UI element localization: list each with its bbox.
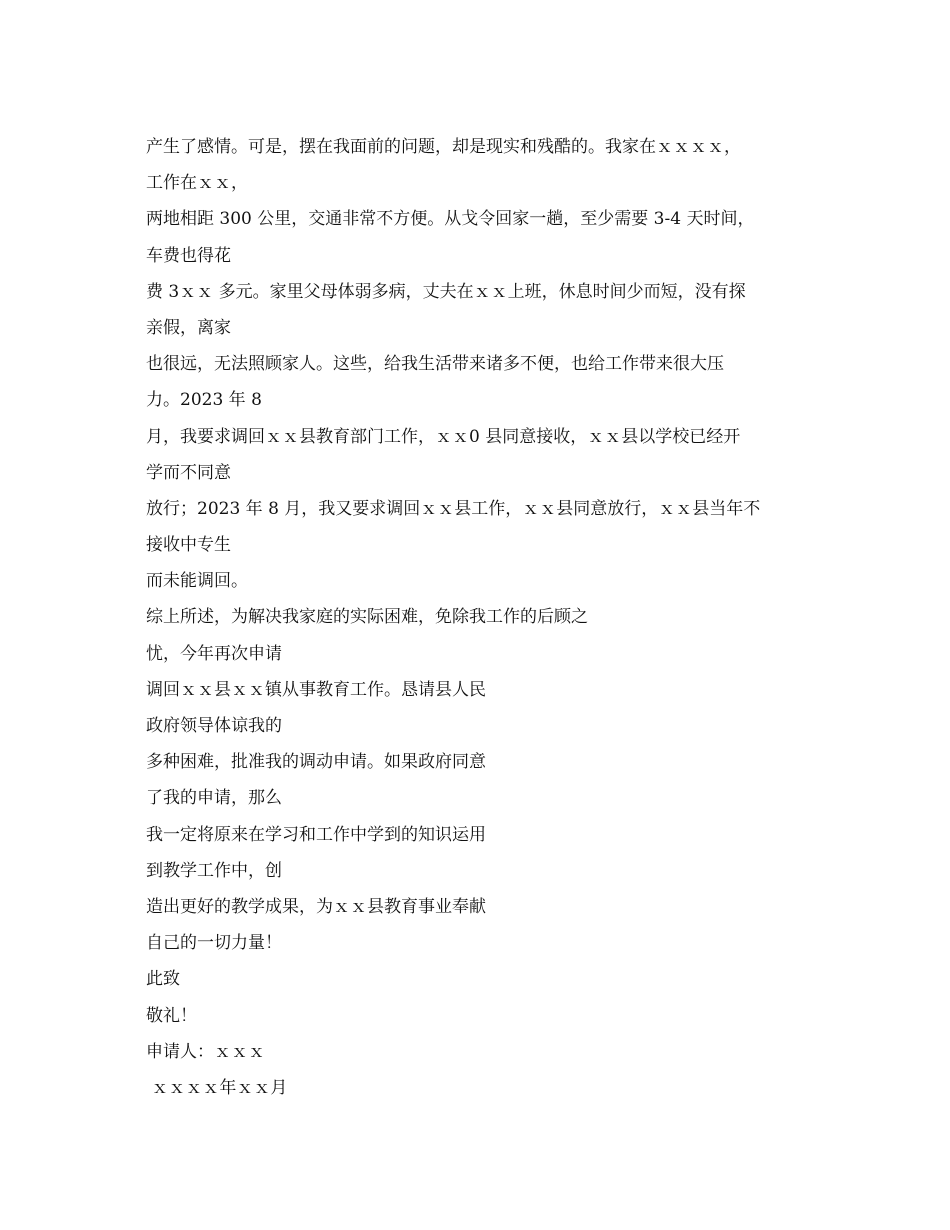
- text-line: 多种困难，批准我的调动申请。如果政府同意: [146, 752, 486, 773]
- text-line: 产生了感情。可是，摆在我面前的问题，却是现实和残酷的。我家在ｘｘｘｘ，: [146, 137, 741, 157]
- text-line: 放行；2023 年 8 月，我又要求调回ｘｘ县工作，ｘｘ县同意放行，ｘｘ县当年不: [146, 498, 761, 519]
- text-line: 两地相距 300 公里，交通非常不方便。从戈令回家一趟，至少需要 3-4 天时间，: [146, 209, 755, 230]
- applicant-signature: 申请人：ｘｘｘ: [146, 1041, 265, 1062]
- text-line: 接收中专生: [146, 535, 231, 556]
- text-line: 费 3ｘｘ 多元。家里父母体弱多病，丈夫在ｘｘ上班，休息时间少而短，没有探: [146, 281, 746, 302]
- closing-respect: 敬礼！: [146, 1005, 197, 1026]
- text-line: 力。2023 年 8: [146, 390, 262, 411]
- text-line: 调回ｘｘ县ｘｘ镇从事教育工作。恳请县人民: [146, 679, 486, 700]
- letter-body: [146, 129, 816, 1106]
- closing-salutation: 此致: [146, 969, 180, 990]
- text-line: 月，我要求调回ｘｘ县教育部门工作，ｘｘ0 县同意接收，ｘｘ县以学校已经开: [146, 426, 741, 447]
- text-line: 了我的申请，那么: [146, 788, 282, 809]
- text-line: 学而不同意: [146, 462, 231, 483]
- text-line: 自己的一切力量！: [146, 933, 282, 954]
- text-line: 亲假，离家: [146, 317, 231, 338]
- text-line: 也很远，无法照顾家人。这些，给我生活带来诸多不便，也给工作带来很大压: [146, 354, 724, 375]
- text-line: 到教学工作中，创: [146, 860, 282, 881]
- text-line: 我一定将原来在学习和工作中学到的知识运用: [146, 824, 486, 845]
- text-line: 忧，今年再次申请: [146, 643, 282, 664]
- text-line: 造出更好的教学成果，为ｘｘ县教育事业奉献: [146, 896, 486, 917]
- text-line: 综上所述，为解决我家庭的实际困难，免除我工作的后顾之: [146, 607, 588, 628]
- text-line: 车费也得花: [146, 245, 231, 266]
- signature-date: ｘｘｘｘ年ｘｘ月: [146, 1077, 288, 1098]
- text-line: 政府领导体谅我的: [146, 716, 282, 736]
- text-line: 工作在ｘｘ，: [146, 173, 248, 194]
- text-line: 而未能调回。: [146, 571, 248, 592]
